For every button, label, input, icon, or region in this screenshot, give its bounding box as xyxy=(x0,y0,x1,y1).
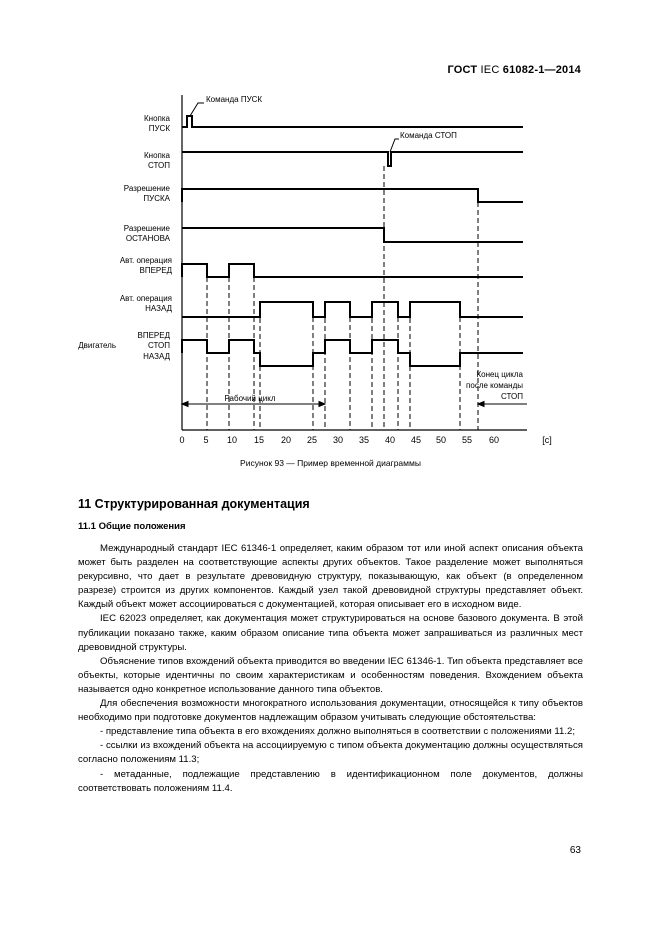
work-cycle-label: Рабочий цикл xyxy=(224,394,276,403)
stop-button-signal xyxy=(182,152,523,166)
start-command-leader xyxy=(190,103,204,116)
tick-label: 15 xyxy=(253,435,265,445)
label-stop-button-line1: Кнопка xyxy=(144,151,170,160)
label-start-enable-line1: Разрешение xyxy=(123,184,170,193)
tick-label: 5 xyxy=(203,435,209,445)
axis-unit-label: [с] xyxy=(542,435,552,445)
label-auto-forward-line2: ВПЕРЕД xyxy=(139,266,172,275)
work-cycle-arrow-right-head xyxy=(319,402,325,407)
header-number: 61082-1—2014 xyxy=(502,64,581,76)
cycle-end-label-line2: после команды xyxy=(466,381,523,390)
label-stop-enable-line1: Разрешение xyxy=(123,224,170,233)
stop-command-leader xyxy=(390,139,399,152)
label-motor-stop: СТОП xyxy=(147,341,170,350)
paragraph: Международный стандарт IEC 61346-1 определяет, каким образом тот или иной аспект описания объекта может быть разделен на соответствующие аспекты других объектов. Такое разделение может выполняться рекурсивно, что дает в результате древовидную структуру, показывающую, как объект (в определенном разрезе) строится из других компонентов. Каждый узел такой древовидной структуры представляет объект. Каждый объект может ассоциироваться с документацией, которая описывает его в исходном виде. xyxy=(78,543,583,611)
stop-enable-signal xyxy=(182,228,523,242)
label-auto-back-line1: Авт. операция xyxy=(119,294,172,303)
tick-label: 35 xyxy=(358,435,370,445)
cycle-end-label-line3: СТОП xyxy=(500,392,523,401)
tick-label: 0 xyxy=(179,435,185,445)
subsection-title: 11.1 Общие положения xyxy=(78,521,186,532)
work-cycle-arrow-left-head xyxy=(182,402,188,407)
label-motor-forward: ВПЕРЕД xyxy=(137,331,170,340)
figure-caption: Рисунок 93 — Пример временной диаграммы xyxy=(240,458,421,468)
start-button-signal xyxy=(182,116,523,127)
paragraph: IEC 62023 определяет, как документация может структурироваться на основе базового документа. В этой публикации показано также, каким образом описание типа объекта может запрашиваться из различных мест древовидной структуры. xyxy=(78,613,583,653)
label-start-button-line2: ПУСК xyxy=(148,124,170,133)
motor-signal xyxy=(182,340,523,366)
label-stop-button-line2: СТОП xyxy=(147,161,170,170)
list-item: - представление типа объекта в его вхождениях должно выполняться в соответствии с положениями 11.2; xyxy=(100,726,575,738)
header-prefix: ГОСТ xyxy=(447,64,478,76)
tick-label: 50 xyxy=(435,435,447,445)
tick-label: 55 xyxy=(461,435,473,445)
tick-label: 25 xyxy=(306,435,318,445)
paragraph: Для обеспечения возможности многократного использования документации, относящейся к типу объектов необходимо при подготовке документов надлежащим образом учитывать следующие обстоятельства: xyxy=(78,698,583,724)
tick-label: 45 xyxy=(410,435,422,445)
tick-label: 20 xyxy=(280,435,292,445)
label-auto-back-line2: НАЗАД xyxy=(145,304,172,313)
list-item: - ссылки из вхождений объекта на ассоциируемую с типом объекта документацию должны осуществляться согласно положениям 11.3; xyxy=(78,740,583,766)
label-motor-back: НАЗАД xyxy=(143,352,170,361)
label-motor: Двигатель xyxy=(78,341,116,350)
paragraph: Объяснение типов вхождений объекта приводится во введении IEC 61346-1. Тип объекта представляет все объекты, которые идентичны по своим характеристикам и особенностям поведения. Вхождением объекта называется одно конкретное использование данного типа объектов. xyxy=(78,655,583,695)
auto-forward-signal xyxy=(182,264,523,277)
label-stop-enable-line2: ОСТАНОВА xyxy=(125,234,170,243)
tick-label: 40 xyxy=(384,435,396,445)
start-command-label: Команда ПУСК xyxy=(206,95,263,104)
tick-label: 60 xyxy=(488,435,500,445)
auto-back-signal xyxy=(182,302,523,317)
section-title: 11 Структурированная документация xyxy=(78,497,310,511)
page-number: 63 xyxy=(569,845,581,856)
label-start-button-line1: Кнопка xyxy=(144,114,170,123)
cycle-end-label-line1: Конец цикла xyxy=(476,370,523,379)
label-start-enable-line2: ПУСКА xyxy=(143,194,170,203)
start-enable-signal xyxy=(182,189,523,202)
header-standard: IEC xyxy=(480,64,500,76)
stop-command-label: Команда СТОП xyxy=(400,131,457,140)
label-auto-forward-line1: Авт. операция xyxy=(119,256,172,265)
tick-label: 30 xyxy=(332,435,344,445)
cycle-end-arrow-head xyxy=(478,402,484,407)
list-item: - метаданные, подлежащие представлению в идентификационном поле документов, должны соответствовать положениям 11.4. xyxy=(78,768,583,794)
section-body xyxy=(78,542,583,796)
tick-label: 10 xyxy=(226,435,238,445)
